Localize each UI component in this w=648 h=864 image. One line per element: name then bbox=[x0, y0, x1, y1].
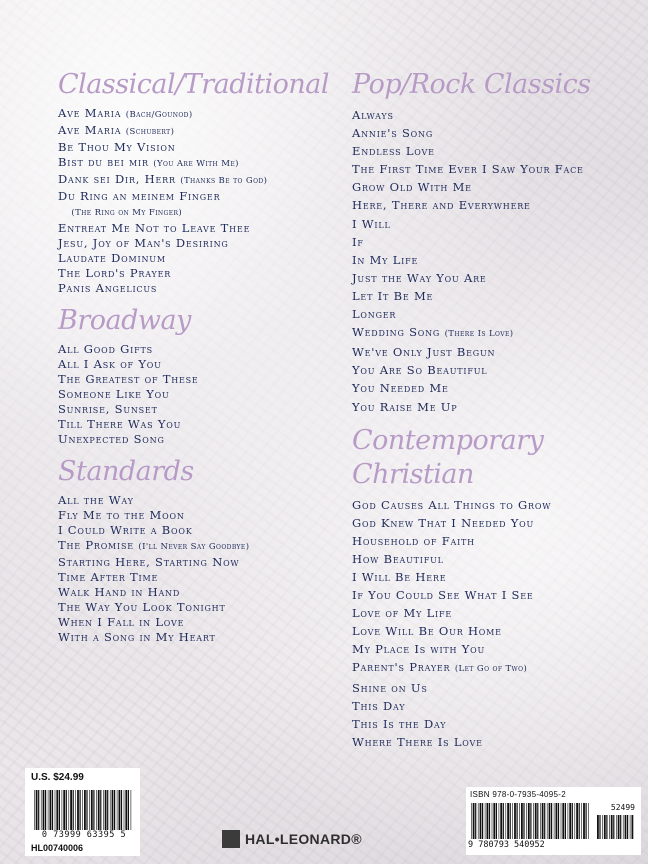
isbn-barcode-icon bbox=[470, 803, 590, 839]
song-title bbox=[352, 160, 642, 178]
song-subtitle: (The Ring on My Finger) bbox=[71, 208, 183, 218]
song-subtitle: (You Are With Me) bbox=[153, 159, 239, 169]
song-title bbox=[58, 236, 338, 251]
song-title-text: Wedding Song bbox=[352, 325, 441, 340]
song-subtitle: (Bach/Gounod) bbox=[125, 110, 193, 120]
song-title bbox=[352, 640, 642, 658]
song-title-text: I Could Write a Book bbox=[58, 523, 193, 537]
price-label: U.S. $24.99 bbox=[31, 772, 84, 783]
song-title-text: Shine on Us bbox=[352, 680, 428, 695]
song-title bbox=[352, 379, 642, 397]
song-title bbox=[352, 106, 642, 124]
song-subtitle: (Schubert) bbox=[125, 127, 175, 137]
song-title bbox=[58, 372, 338, 387]
song-title-text: Always bbox=[352, 108, 394, 122]
song-title-text: Fly Me to the Moon bbox=[58, 508, 185, 522]
song-title bbox=[352, 215, 642, 233]
publisher-name: HAL•LEONARD® bbox=[245, 831, 362, 847]
section-heading: Standards bbox=[58, 456, 194, 487]
song-title-text: Be Thou My Vision bbox=[58, 140, 176, 154]
song-title bbox=[352, 269, 642, 287]
song-title-text: Dank sei Dir, Herr bbox=[58, 172, 176, 186]
song-title-text: Laudate Dominum bbox=[58, 251, 166, 265]
song-title bbox=[58, 585, 338, 600]
song-title bbox=[352, 697, 642, 715]
song-title bbox=[352, 568, 642, 586]
song-title bbox=[58, 538, 338, 555]
song-title bbox=[352, 124, 642, 142]
song-title bbox=[58, 615, 338, 630]
song-title bbox=[352, 305, 642, 323]
upc-barcode-panel bbox=[25, 768, 140, 856]
section-pop-rock bbox=[352, 68, 642, 416]
song-title-text: This Day bbox=[352, 698, 406, 713]
song-title bbox=[58, 189, 338, 204]
song-title-text: Entreat Me Not to Leave Thee bbox=[58, 221, 251, 235]
song-title bbox=[58, 555, 338, 570]
song-title bbox=[352, 550, 642, 568]
song-title-text: Love Will Be Our Home bbox=[352, 624, 502, 639]
song-title bbox=[58, 432, 338, 447]
song-title bbox=[352, 287, 642, 305]
song-title-text: This Is the Day bbox=[352, 716, 447, 731]
song-title bbox=[58, 266, 338, 281]
song-title bbox=[352, 398, 642, 416]
left-column bbox=[58, 68, 338, 645]
song-title-text: All Good Gifts bbox=[58, 342, 153, 356]
song-title bbox=[352, 658, 642, 678]
song-title bbox=[352, 323, 642, 343]
song-title-text: Endless Love bbox=[352, 144, 435, 159]
song-title-text: Jesu, Joy of Man's Desiring bbox=[58, 236, 229, 250]
song-title-text: Walk Hand in Hand bbox=[58, 585, 181, 599]
song-subtitle: (Let Go of Two) bbox=[454, 664, 528, 675]
song-title-text: Unexpected Song bbox=[58, 432, 165, 446]
song-title-text: Ave Maria bbox=[58, 106, 122, 120]
section-standards bbox=[58, 455, 338, 645]
song-title-text: You Needed Me bbox=[352, 381, 449, 396]
right-column bbox=[352, 68, 642, 751]
song-title bbox=[352, 586, 642, 604]
song-title-text: Panis Angelicus bbox=[58, 281, 158, 295]
song-title-text: The Promise bbox=[58, 538, 134, 552]
song-title bbox=[352, 622, 642, 640]
song-title bbox=[58, 204, 338, 221]
section-heading: Pop/Rock Classics bbox=[352, 69, 591, 100]
song-title-text: We've Only Just Begun bbox=[352, 345, 496, 360]
song-list bbox=[352, 106, 642, 416]
song-title-text: When I Fall in Love bbox=[58, 615, 185, 629]
song-title-text: Annie's Song bbox=[352, 126, 434, 141]
section-heading: Classical/Traditional bbox=[58, 69, 329, 100]
song-title-text: Household of Faith bbox=[352, 533, 475, 548]
isbn-digits: 9 780793 540952 bbox=[468, 840, 545, 850]
song-title-text: Someone Like You bbox=[58, 387, 170, 401]
song-title bbox=[352, 496, 642, 514]
song-title-text: Ave Maria bbox=[58, 123, 122, 137]
song-title bbox=[58, 221, 338, 236]
song-title bbox=[58, 172, 338, 189]
song-title-text: The Greatest of These bbox=[58, 372, 199, 386]
song-title-text: Du Ring an meinem Finger bbox=[58, 189, 221, 203]
song-title bbox=[58, 106, 338, 123]
song-title bbox=[58, 251, 338, 266]
song-title-text: Sunrise, Sunset bbox=[58, 402, 158, 416]
song-title bbox=[58, 630, 338, 645]
song-title bbox=[352, 715, 642, 733]
song-title-text: Grow Old With Me bbox=[352, 180, 472, 195]
product-code: HL00740006 bbox=[31, 843, 84, 853]
addon-barcode-icon bbox=[596, 815, 634, 839]
song-title-text: My Place Is with You bbox=[352, 642, 486, 657]
section-classical bbox=[58, 68, 338, 296]
song-title-text: Starting Here, Starting Now bbox=[58, 555, 240, 569]
song-title bbox=[352, 532, 642, 550]
song-title bbox=[58, 140, 338, 155]
section-contemporary-christian bbox=[352, 424, 642, 751]
song-title bbox=[58, 387, 338, 402]
song-title bbox=[58, 523, 338, 538]
isbn-barcode-panel bbox=[466, 787, 641, 855]
song-title-text: Just the Way You Are bbox=[352, 270, 487, 285]
song-title bbox=[352, 514, 642, 532]
song-subtitle: (There Is Love) bbox=[444, 329, 514, 340]
song-title-text: Love of My Life bbox=[352, 606, 452, 621]
song-title bbox=[352, 679, 642, 697]
song-subtitle: (I'll Never Say Goodbye) bbox=[138, 542, 250, 552]
song-title-text: Parent's Prayer bbox=[352, 660, 451, 675]
song-title bbox=[352, 343, 642, 361]
song-list bbox=[58, 342, 338, 447]
upc-digits: 0 73999 63395 5 bbox=[41, 830, 127, 840]
song-title bbox=[58, 600, 338, 615]
song-title bbox=[58, 570, 338, 585]
song-title-text: If bbox=[352, 234, 364, 249]
song-title-text: You Are So Beautiful bbox=[352, 363, 488, 378]
song-title-text: How Beautiful bbox=[352, 551, 444, 566]
song-title bbox=[352, 178, 642, 196]
section-heading: Broadway bbox=[58, 305, 191, 336]
song-title-text: Till There Was You bbox=[58, 417, 182, 431]
song-subtitle: (Thanks Be to God) bbox=[180, 176, 268, 186]
song-title-text: Time After Time bbox=[58, 570, 159, 584]
song-title-text: The Way You Look Tonight bbox=[58, 600, 226, 614]
song-title bbox=[58, 508, 338, 523]
song-list bbox=[58, 106, 338, 296]
song-title bbox=[58, 493, 338, 508]
song-title-text: Here, There and Everywhere bbox=[352, 198, 531, 213]
upc-barcode-icon bbox=[33, 790, 133, 830]
song-title-text: Longer bbox=[352, 307, 397, 322]
song-title-text: All I Ask of You bbox=[58, 357, 162, 371]
song-title-text: I Will bbox=[352, 216, 391, 231]
song-list bbox=[352, 496, 642, 751]
song-title bbox=[352, 361, 642, 379]
song-title-text: The First Time Ever I Saw Your Face bbox=[352, 162, 584, 177]
song-title-text: God Causes All Things to Grow bbox=[352, 497, 552, 512]
section-broadway bbox=[58, 304, 338, 447]
song-title bbox=[58, 342, 338, 357]
addon-code: 52499 bbox=[610, 803, 635, 812]
song-title bbox=[352, 733, 642, 751]
publisher-logo-icon bbox=[222, 830, 240, 848]
song-title bbox=[58, 402, 338, 417]
song-list bbox=[58, 493, 338, 645]
song-title bbox=[352, 604, 642, 622]
song-title-text: In My Life bbox=[352, 252, 419, 267]
song-title-text: I Will Be Here bbox=[352, 569, 447, 584]
isbn-label: ISBN 978-0-7935-4095-2 bbox=[470, 790, 566, 799]
song-title-text: If You Could See What I See bbox=[352, 588, 534, 603]
song-title bbox=[352, 142, 642, 160]
song-title bbox=[352, 251, 642, 269]
section-heading: Contemporary Christian bbox=[352, 424, 544, 490]
song-title-text: Let It Be Me bbox=[352, 288, 434, 303]
song-title bbox=[58, 155, 338, 172]
song-title-text: All the Way bbox=[58, 493, 134, 507]
song-title bbox=[352, 233, 642, 251]
song-title-text: With a Song in My Heart bbox=[58, 630, 216, 644]
song-title bbox=[58, 417, 338, 432]
song-title bbox=[58, 123, 338, 140]
song-title bbox=[58, 357, 338, 372]
song-title-text: Bist du bei mir bbox=[58, 155, 149, 169]
song-title-text: Where There Is Love bbox=[352, 734, 483, 749]
song-title bbox=[58, 281, 338, 296]
song-title-text: The Lord's Prayer bbox=[58, 266, 172, 280]
song-title bbox=[352, 196, 642, 214]
song-title-text: You Raise Me Up bbox=[352, 399, 458, 414]
song-title-text: God Knew That I Needed You bbox=[352, 515, 535, 530]
